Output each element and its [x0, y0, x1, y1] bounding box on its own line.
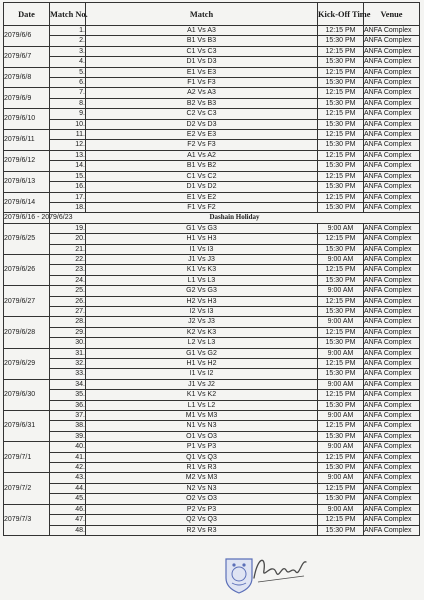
match-no-cell: 43.: [50, 473, 86, 483]
kickoff-cell: 12:15 PM: [318, 46, 364, 56]
date-cell: 2079/6/14: [4, 192, 50, 213]
kickoff-cell: 12:15 PM: [318, 88, 364, 98]
date-cell: 2079/7/2: [4, 473, 50, 504]
kickoff-cell: 15:30 PM: [318, 431, 364, 441]
match-cell: A1 Vs A2: [86, 150, 318, 160]
table-row: [4, 348, 420, 358]
table-row: [4, 202, 420, 212]
venue-cell: ANFA Complex: [364, 338, 420, 348]
holiday-label: Dashain Holiday: [50, 213, 420, 223]
venue-cell: ANFA Complex: [364, 515, 420, 525]
match-no-cell: 36.: [50, 400, 86, 410]
venue-cell: ANFA Complex: [364, 88, 420, 98]
venue-cell: ANFA Complex: [364, 525, 420, 535]
venue-cell: ANFA Complex: [364, 504, 420, 514]
table-row: [4, 400, 420, 410]
match-no-cell: 47.: [50, 515, 86, 525]
kickoff-cell: 9:00 AM: [318, 317, 364, 327]
table-row: [4, 67, 420, 77]
venue-cell: ANFA Complex: [364, 463, 420, 473]
venue-cell: ANFA Complex: [364, 483, 420, 493]
match-cell: A1 Vs A3: [86, 26, 318, 36]
kickoff-cell: 9:00 AM: [318, 442, 364, 452]
date-cell: 2079/6/30: [4, 379, 50, 410]
match-cell: L1 Vs L2: [86, 400, 318, 410]
table-row: [4, 161, 420, 171]
match-no-cell: 14.: [50, 161, 86, 171]
date-cell: 2079/6/12: [4, 150, 50, 171]
match-cell: R1 Vs R3: [86, 463, 318, 473]
kickoff-cell: 15:30 PM: [318, 338, 364, 348]
kickoff-cell: 15:30 PM: [318, 36, 364, 46]
match-cell: M1 Vs M3: [86, 411, 318, 421]
match-cell: E1 Vs E2: [86, 192, 318, 202]
table-row: [4, 130, 420, 140]
match-cell: O1 Vs O3: [86, 431, 318, 441]
kickoff-cell: 9:00 AM: [318, 379, 364, 389]
match-no-cell: 9.: [50, 109, 86, 119]
table-row: [4, 98, 420, 108]
venue-cell: ANFA Complex: [364, 98, 420, 108]
table-row: [4, 296, 420, 306]
venue-cell: ANFA Complex: [364, 390, 420, 400]
match-no-cell: 15.: [50, 171, 86, 181]
match-cell: M2 Vs M3: [86, 473, 318, 483]
kickoff-cell: 15:30 PM: [318, 140, 364, 150]
schedule-sheet: [3, 2, 419, 536]
match-no-cell: 3.: [50, 46, 86, 56]
table-row: [4, 109, 420, 119]
match-no-cell: 6.: [50, 78, 86, 88]
match-no-cell: 10.: [50, 119, 86, 129]
match-cell: B1 Vs B3: [86, 36, 318, 46]
kickoff-cell: 12:15 PM: [318, 150, 364, 160]
kickoff-cell: 9:00 AM: [318, 504, 364, 514]
table-row: [4, 463, 420, 473]
table-row: [4, 306, 420, 316]
match-no-cell: 8.: [50, 98, 86, 108]
kickoff-cell: 15:30 PM: [318, 463, 364, 473]
venue-cell: ANFA Complex: [364, 26, 420, 36]
venue-cell: ANFA Complex: [364, 202, 420, 212]
match-no-cell: 23.: [50, 265, 86, 275]
venue-cell: ANFA Complex: [364, 254, 420, 264]
kickoff-cell: 12:15 PM: [318, 421, 364, 431]
date-cell: 2079/6/29: [4, 348, 50, 379]
kickoff-cell: 15:30 PM: [318, 78, 364, 88]
match-no-cell: 29.: [50, 327, 86, 337]
match-no-cell: 45.: [50, 494, 86, 504]
table-row: [4, 192, 420, 202]
kickoff-cell: 15:30 PM: [318, 182, 364, 192]
match-no-cell: 34.: [50, 379, 86, 389]
venue-cell: ANFA Complex: [364, 234, 420, 244]
venue-cell: ANFA Complex: [364, 192, 420, 202]
kickoff-cell: 12:15 PM: [318, 359, 364, 369]
venue-cell: ANFA Complex: [364, 286, 420, 296]
table-row: [4, 338, 420, 348]
table-row: [4, 452, 420, 462]
match-cell: I2 Vs I3: [86, 306, 318, 316]
table-row: [4, 369, 420, 379]
match-schedule-table: [3, 2, 420, 536]
match-cell: N2 Vs N3: [86, 483, 318, 493]
match-no-cell: 1.: [50, 26, 86, 36]
kickoff-cell: 12:15 PM: [318, 192, 364, 202]
signature-icon: [252, 552, 312, 586]
table-row: [4, 275, 420, 285]
match-no-cell: 32.: [50, 359, 86, 369]
match-cell: K1 Vs K3: [86, 265, 318, 275]
table-row: [4, 411, 420, 421]
venue-cell: ANFA Complex: [364, 348, 420, 358]
table-row: [4, 88, 420, 98]
match-cell: B2 Vs B3: [86, 98, 318, 108]
match-no-cell: 4.: [50, 57, 86, 67]
table-row: [4, 286, 420, 296]
match-cell: I1 Vs I2: [86, 369, 318, 379]
date-cell: 2079/6/9: [4, 88, 50, 109]
match-cell: C1 Vs C3: [86, 46, 318, 56]
match-no-cell: 12.: [50, 140, 86, 150]
table-row: [4, 140, 420, 150]
match-cell: L1 Vs L3: [86, 275, 318, 285]
table-row: [4, 223, 420, 233]
kickoff-cell: 12:15 PM: [318, 327, 364, 337]
venue-cell: ANFA Complex: [364, 411, 420, 421]
kickoff-cell: 12:15 PM: [318, 171, 364, 181]
match-no-cell: 48.: [50, 525, 86, 535]
schedule-body: [4, 26, 420, 536]
match-no-cell: 20.: [50, 234, 86, 244]
header-kickoff: Kick-Off Time: [318, 3, 364, 26]
date-cell: 2079/6/8: [4, 67, 50, 88]
kickoff-cell: 15:30 PM: [318, 525, 364, 535]
match-cell: P2 Vs P3: [86, 504, 318, 514]
table-row: [4, 57, 420, 67]
match-cell: J1 Vs J3: [86, 254, 318, 264]
table-row: [4, 265, 420, 275]
kickoff-cell: 15:30 PM: [318, 57, 364, 67]
match-cell: P1 Vs P3: [86, 442, 318, 452]
match-no-cell: 28.: [50, 317, 86, 327]
holiday-row: [4, 213, 420, 223]
kickoff-cell: 15:30 PM: [318, 494, 364, 504]
table-row: [4, 483, 420, 493]
date-cell: 2079/6/11: [4, 130, 50, 151]
match-no-cell: 13.: [50, 150, 86, 160]
table-row: [4, 36, 420, 46]
match-cell: O2 Vs O3: [86, 494, 318, 504]
venue-cell: ANFA Complex: [364, 119, 420, 129]
match-cell: K2 Vs K3: [86, 327, 318, 337]
match-no-cell: 42.: [50, 463, 86, 473]
kickoff-cell: 12:15 PM: [318, 26, 364, 36]
venue-cell: ANFA Complex: [364, 452, 420, 462]
match-cell: N1 Vs N3: [86, 421, 318, 431]
venue-cell: ANFA Complex: [364, 46, 420, 56]
table-row: [4, 494, 420, 504]
venue-cell: ANFA Complex: [364, 359, 420, 369]
date-cell: 2079/7/1: [4, 442, 50, 473]
match-cell: K1 Vs K2: [86, 390, 318, 400]
match-cell: B1 Vs B2: [86, 161, 318, 171]
date-cell: 2079/6/26: [4, 254, 50, 285]
table-row: [4, 119, 420, 129]
kickoff-cell: 15:30 PM: [318, 119, 364, 129]
table-row: [4, 254, 420, 264]
match-cell: C2 Vs C3: [86, 109, 318, 119]
venue-cell: ANFA Complex: [364, 67, 420, 77]
association-seal-icon: [224, 556, 254, 594]
match-cell: H2 Vs H3: [86, 296, 318, 306]
match-cell: G1 Vs G3: [86, 223, 318, 233]
match-no-cell: 33.: [50, 369, 86, 379]
match-no-cell: 18.: [50, 202, 86, 212]
match-cell: I1 Vs I3: [86, 244, 318, 254]
match-cell: H1 Vs H2: [86, 359, 318, 369]
kickoff-cell: 15:30 PM: [318, 202, 364, 212]
table-row: [4, 431, 420, 441]
kickoff-cell: 15:30 PM: [318, 98, 364, 108]
kickoff-cell: 15:30 PM: [318, 306, 364, 316]
venue-cell: ANFA Complex: [364, 442, 420, 452]
venue-cell: ANFA Complex: [364, 317, 420, 327]
date-cell: 2079/7/3: [4, 504, 50, 535]
match-cell: E1 Vs E3: [86, 67, 318, 77]
match-cell: D1 Vs D3: [86, 57, 318, 67]
table-row: [4, 525, 420, 535]
match-cell: H1 Vs H3: [86, 234, 318, 244]
table-row: [4, 317, 420, 327]
match-no-cell: 41.: [50, 452, 86, 462]
header-venue: Venue: [364, 3, 420, 26]
match-cell: J1 Vs J2: [86, 379, 318, 389]
match-no-cell: 27.: [50, 306, 86, 316]
table-row: [4, 504, 420, 514]
match-no-cell: 26.: [50, 296, 86, 306]
match-cell: D1 Vs D2: [86, 182, 318, 192]
venue-cell: ANFA Complex: [364, 400, 420, 410]
table-row: [4, 171, 420, 181]
table-row: [4, 421, 420, 431]
table-row: [4, 46, 420, 56]
match-cell: D2 Vs D3: [86, 119, 318, 129]
match-cell: Q1 Vs Q3: [86, 452, 318, 462]
match-cell: C1 Vs C2: [86, 171, 318, 181]
kickoff-cell: 9:00 AM: [318, 473, 364, 483]
venue-cell: ANFA Complex: [364, 327, 420, 337]
header-row: [4, 3, 420, 26]
kickoff-cell: 12:15 PM: [318, 452, 364, 462]
kickoff-cell: 9:00 AM: [318, 223, 364, 233]
date-cell: 2079/6/31: [4, 411, 50, 442]
kickoff-cell: 12:15 PM: [318, 390, 364, 400]
match-cell: F1 Vs F2: [86, 202, 318, 212]
match-cell: A2 Vs A3: [86, 88, 318, 98]
header-match-no: Match No.: [50, 3, 86, 26]
match-cell: F2 Vs F3: [86, 140, 318, 150]
match-cell: G1 Vs G2: [86, 348, 318, 358]
match-no-cell: 17.: [50, 192, 86, 202]
venue-cell: ANFA Complex: [364, 494, 420, 504]
date-cell: 2079/6/25: [4, 223, 50, 254]
match-no-cell: 37.: [50, 411, 86, 421]
venue-cell: ANFA Complex: [364, 130, 420, 140]
venue-cell: ANFA Complex: [364, 140, 420, 150]
kickoff-cell: 15:30 PM: [318, 275, 364, 285]
table-row: [4, 359, 420, 369]
venue-cell: ANFA Complex: [364, 150, 420, 160]
venue-cell: ANFA Complex: [364, 265, 420, 275]
kickoff-cell: 12:15 PM: [318, 265, 364, 275]
venue-cell: ANFA Complex: [364, 431, 420, 441]
venue-cell: ANFA Complex: [364, 275, 420, 285]
kickoff-cell: 12:15 PM: [318, 109, 364, 119]
match-cell: Q2 Vs Q3: [86, 515, 318, 525]
match-cell: J2 Vs J3: [86, 317, 318, 327]
header-match: Match: [86, 3, 318, 26]
venue-cell: ANFA Complex: [364, 78, 420, 88]
match-no-cell: 2.: [50, 36, 86, 46]
match-cell: F1 Vs F3: [86, 78, 318, 88]
match-no-cell: 46.: [50, 504, 86, 514]
venue-cell: ANFA Complex: [364, 36, 420, 46]
date-cell: 2079/6/16 - 2079/6/23: [4, 214, 73, 222]
kickoff-cell: 15:30 PM: [318, 244, 364, 254]
date-cell: 2079/6/27: [4, 286, 50, 317]
kickoff-cell: 15:30 PM: [318, 400, 364, 410]
match-no-cell: 31.: [50, 348, 86, 358]
venue-cell: ANFA Complex: [364, 161, 420, 171]
match-no-cell: 39.: [50, 431, 86, 441]
table-row: [4, 327, 420, 337]
kickoff-cell: 15:30 PM: [318, 161, 364, 171]
venue-cell: ANFA Complex: [364, 296, 420, 306]
match-no-cell: 40.: [50, 442, 86, 452]
venue-cell: ANFA Complex: [364, 109, 420, 119]
kickoff-cell: 12:15 PM: [318, 296, 364, 306]
venue-cell: ANFA Complex: [364, 421, 420, 431]
table-row: [4, 442, 420, 452]
match-no-cell: 19.: [50, 223, 86, 233]
match-no-cell: 35.: [50, 390, 86, 400]
table-row: [4, 78, 420, 88]
match-no-cell: 25.: [50, 286, 86, 296]
table-row: [4, 515, 420, 525]
kickoff-cell: 12:15 PM: [318, 483, 364, 493]
date-cell: 2079/6/7: [4, 46, 50, 67]
venue-cell: ANFA Complex: [364, 57, 420, 67]
table-row: [4, 234, 420, 244]
match-cell: E2 Vs E3: [86, 130, 318, 140]
kickoff-cell: 15:30 PM: [318, 369, 364, 379]
kickoff-cell: 9:00 AM: [318, 286, 364, 296]
venue-cell: ANFA Complex: [364, 379, 420, 389]
venue-cell: ANFA Complex: [364, 473, 420, 483]
table-row: [4, 150, 420, 160]
match-no-cell: 21.: [50, 244, 86, 254]
match-no-cell: 38.: [50, 421, 86, 431]
table-row: [4, 390, 420, 400]
kickoff-cell: 12:15 PM: [318, 67, 364, 77]
date-cell: 2079/6/10: [4, 109, 50, 130]
kickoff-cell: 9:00 AM: [318, 411, 364, 421]
table-row: [4, 182, 420, 192]
table-row: [4, 244, 420, 254]
venue-cell: ANFA Complex: [364, 171, 420, 181]
match-cell: R2 Vs R3: [86, 525, 318, 535]
match-no-cell: 44.: [50, 483, 86, 493]
match-no-cell: 7.: [50, 88, 86, 98]
match-cell: G2 Vs G3: [86, 286, 318, 296]
match-no-cell: 24.: [50, 275, 86, 285]
table-row: [4, 473, 420, 483]
kickoff-cell: 12:15 PM: [318, 515, 364, 525]
venue-cell: ANFA Complex: [364, 306, 420, 316]
date-cell: 2079/6/13: [4, 171, 50, 192]
match-no-cell: 30.: [50, 338, 86, 348]
table-row: [4, 379, 420, 389]
venue-cell: ANFA Complex: [364, 244, 420, 254]
match-no-cell: 5.: [50, 67, 86, 77]
match-no-cell: 22.: [50, 254, 86, 264]
match-cell: L2 Vs L3: [86, 338, 318, 348]
kickoff-cell: 12:15 PM: [318, 130, 364, 140]
venue-cell: ANFA Complex: [364, 369, 420, 379]
date-cell: 2079/6/6: [4, 26, 50, 47]
table-row: [4, 26, 420, 36]
kickoff-cell: 9:00 AM: [318, 254, 364, 264]
header-date: Date: [4, 3, 50, 26]
kickoff-cell: 12:15 PM: [318, 234, 364, 244]
venue-cell: ANFA Complex: [364, 182, 420, 192]
venue-cell: ANFA Complex: [364, 223, 420, 233]
kickoff-cell: 9:00 AM: [318, 348, 364, 358]
match-no-cell: 11.: [50, 130, 86, 140]
date-cell: 2079/6/28: [4, 317, 50, 348]
match-no-cell: 16.: [50, 182, 86, 192]
